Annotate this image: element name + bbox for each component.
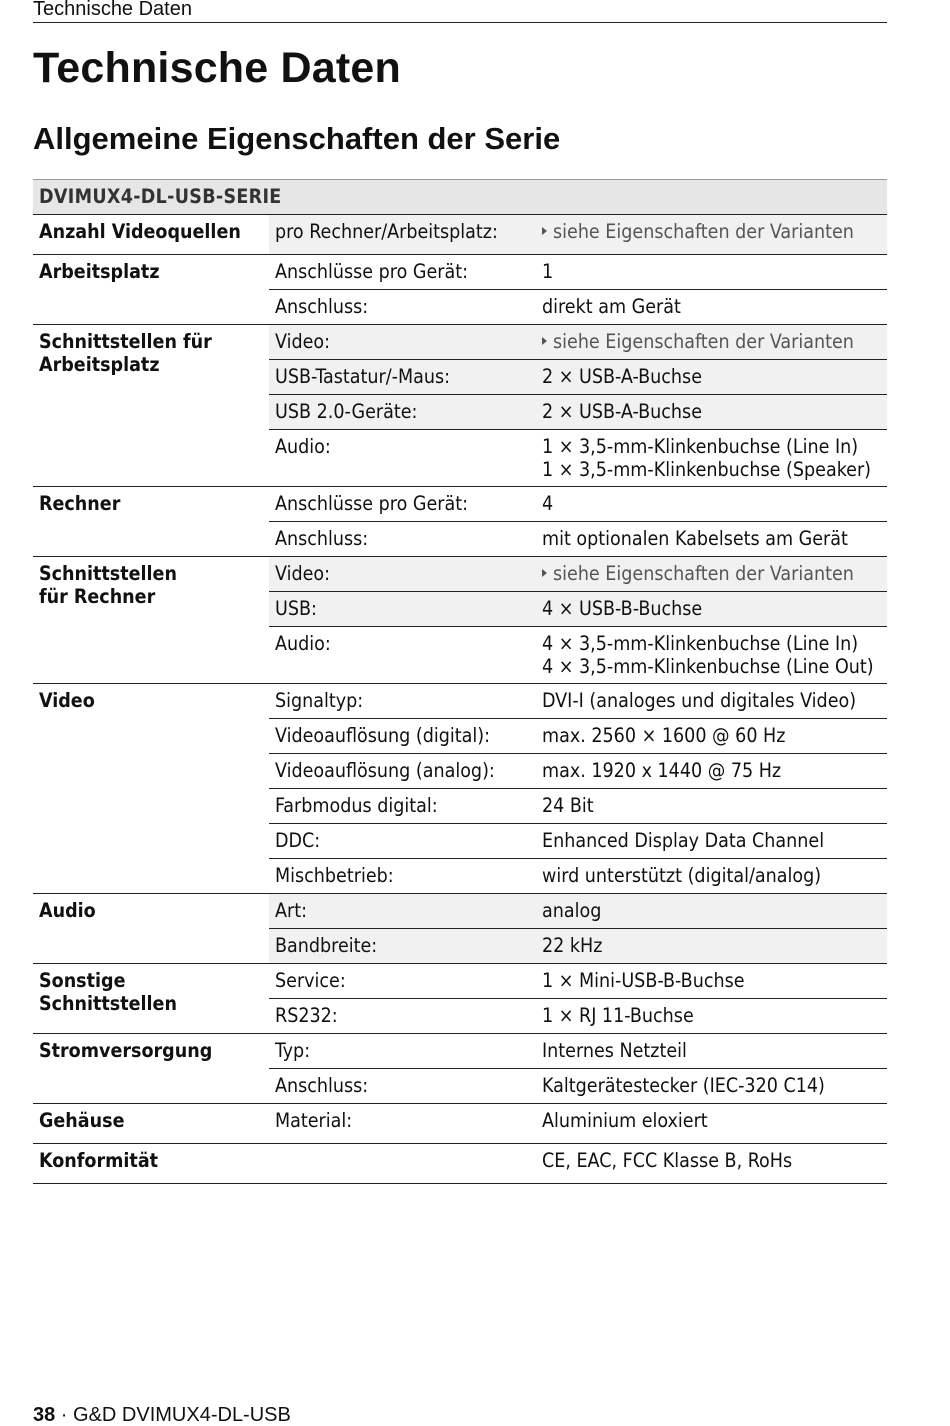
- row-value-line: 1 × 3,5-mm-Klinkenbuchse (Line In): [542, 435, 859, 458]
- table-row: [33, 1104, 887, 1144]
- row-category-line: Schnittstellen: [39, 562, 177, 585]
- row-value: max. 2560 × 1600 @ 60 Hz: [536, 719, 887, 754]
- row-value: 1 × RJ 11-Buchse: [536, 999, 887, 1034]
- table-row: [33, 894, 887, 929]
- footer-product: G&D DVIMUX4-DL-USB: [73, 1404, 291, 1426]
- row-param: Anschluss:: [269, 1069, 536, 1104]
- row-param: Anschluss:: [269, 522, 536, 557]
- table-row: [33, 557, 887, 592]
- row-value: CE, EAC, FCC Klasse B, RoHs: [536, 1144, 887, 1184]
- row-param: Video:: [269, 557, 536, 592]
- row-value: [536, 627, 887, 684]
- page-number: 38: [33, 1404, 56, 1426]
- row-value: 2 × USB-A-Buchse: [536, 395, 887, 430]
- arrow-right-icon: [542, 227, 547, 235]
- row-value: DVI-I (analoges und digitales Video): [536, 684, 887, 719]
- row-category: [33, 964, 269, 1034]
- page-title: Technische Daten: [33, 44, 402, 92]
- row-param: Farbmodus digital:: [269, 789, 536, 824]
- row-category: [33, 325, 269, 487]
- row-param: Typ:: [269, 1034, 536, 1069]
- row-param: DDC:: [269, 824, 536, 859]
- row-value: analog: [536, 894, 887, 929]
- row-value: max. 1920 x 1440 @ 75 Hz: [536, 754, 887, 789]
- row-param: [269, 1144, 536, 1184]
- row-value: 1 × Mini-USB-B-Buchse: [536, 964, 887, 999]
- row-value: Internes Netzteil: [536, 1034, 887, 1069]
- footer-separator: ·: [55, 1404, 74, 1426]
- spec-table: [33, 179, 887, 1184]
- table-row: [33, 684, 887, 719]
- row-param: Anschlüsse pro Gerät:: [269, 255, 536, 290]
- row-value-line: 4 × 3,5-mm-Klinkenbuchse (Line Out): [542, 655, 874, 678]
- row-category: Rechner: [33, 487, 269, 557]
- row-value: [536, 215, 887, 255]
- row-value: 2 × USB-A-Buchse: [536, 360, 887, 395]
- row-param: USB 2.0-Geräte:: [269, 395, 536, 430]
- arrow-right-icon: [542, 569, 547, 577]
- row-value: [536, 325, 887, 360]
- table-row: [33, 215, 887, 255]
- row-category: [33, 557, 269, 684]
- table-row: [33, 487, 887, 522]
- row-param: Signaltyp:: [269, 684, 536, 719]
- table-row: [33, 325, 887, 360]
- row-value: wird unterstützt (digital/analog): [536, 859, 887, 894]
- row-value-line: 1 × 3,5-mm-Klinkenbuchse (Speaker): [542, 458, 872, 481]
- row-value: direkt am Gerät: [536, 290, 887, 325]
- row-param: Anschlüsse pro Gerät:: [269, 487, 536, 522]
- table-header-row: [33, 180, 887, 215]
- row-param: Art:: [269, 894, 536, 929]
- table-row: [33, 1144, 887, 1184]
- row-category-line: für Rechner: [39, 585, 156, 608]
- row-value-text: siehe Eigenschaften der Varianten: [553, 220, 854, 243]
- row-param: Video:: [269, 325, 536, 360]
- section-title: Allgemeine Eigenschaften der Serie: [33, 121, 561, 156]
- row-category: Stromversorgung: [33, 1034, 269, 1104]
- row-param: Audio:: [269, 627, 536, 684]
- row-category-line: Sonstige: [39, 969, 126, 992]
- row-value-text: siehe Eigenschaften der Varianten: [553, 330, 854, 353]
- row-param: USB:: [269, 592, 536, 627]
- table-row: [33, 255, 887, 290]
- row-param: Material:: [269, 1104, 536, 1144]
- row-param: pro Rechner/Arbeitsplatz:: [269, 215, 536, 255]
- row-category: Gehäuse: [33, 1104, 269, 1144]
- row-value: 22 kHz: [536, 929, 887, 964]
- row-value: mit optionalen Kabelsets am Gerät: [536, 522, 887, 557]
- row-category: Arbeitsplatz: [33, 255, 269, 325]
- running-header: Technische Daten: [33, 0, 887, 23]
- arrow-right-icon: [542, 337, 547, 345]
- row-value: 4: [536, 487, 887, 522]
- row-value-line: 4 × 3,5-mm-Klinkenbuchse (Line In): [542, 632, 859, 655]
- row-param: Bandbreite:: [269, 929, 536, 964]
- row-value: Kaltgerätestecker (IEC-320 C14): [536, 1069, 887, 1104]
- row-value-text: siehe Eigenschaften der Varianten: [553, 562, 854, 585]
- row-category-line: Arbeitsplatz: [39, 353, 160, 376]
- row-param: Anschluss:: [269, 290, 536, 325]
- row-param: USB-Tastatur/-Maus:: [269, 360, 536, 395]
- table-header: DVIMUX4-DL-USB-SERIE: [33, 180, 887, 215]
- table-row: [33, 964, 887, 999]
- row-category: Video: [33, 684, 269, 894]
- row-value: [536, 557, 887, 592]
- row-category-line: Schnittstellen: [39, 992, 177, 1015]
- row-value: [536, 430, 887, 487]
- row-value: 4 × USB-B-Buchse: [536, 592, 887, 627]
- row-value: Enhanced Display Data Channel: [536, 824, 887, 859]
- row-value: 1: [536, 255, 887, 290]
- row-category: Audio: [33, 894, 269, 964]
- row-value: 24 Bit: [536, 789, 887, 824]
- row-param: Service:: [269, 964, 536, 999]
- page-footer: [33, 1404, 291, 1426]
- row-param: Videoauflösung (analog):: [269, 754, 536, 789]
- row-param: Mischbetrieb:: [269, 859, 536, 894]
- row-category: Anzahl Videoquellen: [33, 215, 269, 255]
- row-category-line: Schnittstellen für: [39, 330, 212, 353]
- row-param: Videoauflösung (digital):: [269, 719, 536, 754]
- row-param: RS232:: [269, 999, 536, 1034]
- row-param: Audio:: [269, 430, 536, 487]
- table-row: [33, 1034, 887, 1069]
- row-value: Aluminium eloxiert: [536, 1104, 887, 1144]
- row-category: Konformität: [33, 1144, 269, 1184]
